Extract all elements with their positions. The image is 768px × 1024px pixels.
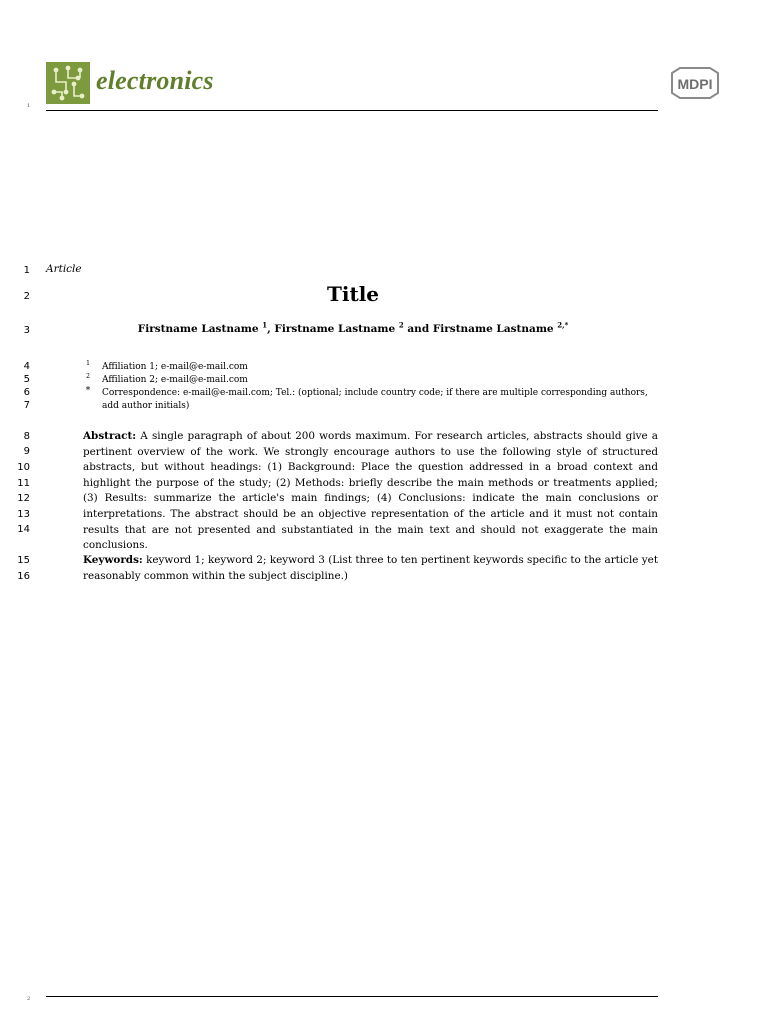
line-number: 3: [23, 325, 30, 336]
line-number: 9: [23, 446, 30, 457]
abstract-text: A single paragraph of about 200 words maximum. For research articles, abstracts should give a pertinent overview of the work. We strongly encourage authors to use the following style of structured abstracts, but without headings: (1) Background: Place the question addressed in a broad context and highlight the purpose of the study; (2) Methods: briefly describe the main methods or treatments applied; (3) Results: summarize the article's main findings; (4) Conclusions: indicate the main conclusions or interpretations. The abstract should be an objective representation of the article and it must not contain results that are not presented and substantiated in the main text and should not exaggerate the main conclusions.: [83, 430, 658, 552]
header-rule: [46, 110, 658, 111]
line-number: 16: [17, 571, 30, 582]
page-mark-top: 1: [27, 103, 31, 109]
abstract-label: Abstract:: [83, 430, 137, 442]
author-conjunction: and: [407, 323, 430, 335]
publisher-name: MDPI: [677, 76, 713, 92]
affiliation-text: Affiliation 2; e-mail@e-mail.com: [102, 375, 248, 385]
keywords-text: keyword 1; keyword 2; keyword 3 (List three to ten pertinent keywords specific to the article yet reasonably common within the subject discipline.): [83, 554, 658, 582]
journal-name: electronics: [96, 66, 214, 95]
author-separator: ,: [267, 323, 271, 335]
line-number: 11: [17, 478, 30, 489]
author-affiliation-sup: 1: [262, 320, 268, 330]
line-number: 10: [17, 462, 30, 473]
abstract-paragraph: [83, 429, 658, 554]
line-number: 15: [17, 555, 30, 566]
author-name: Firstname Lastname: [137, 323, 259, 335]
publisher-logo-icon: [666, 64, 724, 102]
footer-rule: [46, 996, 658, 997]
line-number: 5: [23, 374, 30, 385]
journal-logo-icon: [46, 62, 90, 104]
author-affiliation-sup: 2: [398, 320, 404, 330]
line-number: 2: [23, 291, 30, 302]
line-number: 7: [23, 400, 30, 411]
author-name: Firstname Lastname: [274, 323, 396, 335]
line-number: 6: [23, 387, 30, 398]
line-number: 14: [17, 524, 30, 535]
correspondence-text: Correspondence: e-mail@e-mail.com; Tel.: (optional; include country code; if there are multiple corresponding authors,: [102, 388, 648, 398]
page-title: Title: [326, 282, 380, 306]
correspondence-text-continued: add author initials): [102, 401, 190, 411]
correspondence-mark: *: [85, 386, 91, 396]
line-number: 8: [23, 431, 30, 442]
line-number: 12: [17, 493, 30, 504]
affiliation-mark: 1: [86, 360, 90, 367]
line-number: 1: [23, 265, 30, 276]
keywords-label: Keywords:: [83, 554, 143, 566]
keywords-paragraph: [83, 553, 658, 584]
author-affiliation-sup: 2,*: [557, 320, 569, 330]
article-type: Article: [46, 263, 82, 275]
author-name: Firstname Lastname: [432, 323, 554, 335]
affiliation-text: Affiliation 1; e-mail@e-mail.com: [102, 362, 248, 372]
line-number: 13: [17, 509, 30, 520]
author-list: [0, 320, 706, 335]
line-number: 4: [23, 361, 30, 372]
page-mark-bottom: 2: [27, 996, 31, 1002]
affiliation-mark: 2: [86, 373, 90, 380]
